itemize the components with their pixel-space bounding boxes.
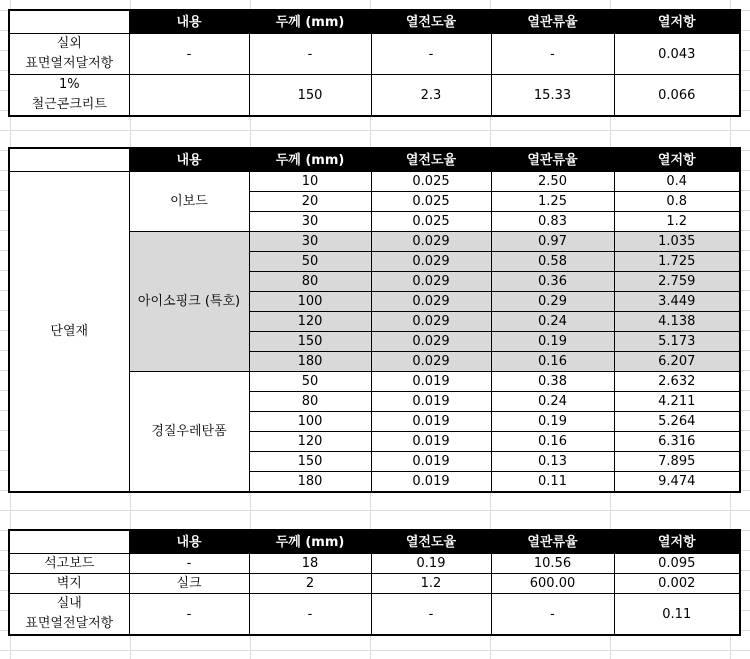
cell-thickness: 150 bbox=[249, 332, 371, 352]
cell-transmittance: 2.50 bbox=[491, 172, 614, 192]
header-conductivity: 열전도율 bbox=[371, 148, 491, 172]
cell-transmittance: 0.24 bbox=[491, 392, 614, 412]
cell-resistance: 6.316 bbox=[614, 432, 740, 452]
cell-transmittance: 0.16 bbox=[491, 432, 614, 452]
cell-transmittance: 10.56 bbox=[491, 554, 614, 574]
cell-thickness: 120 bbox=[249, 312, 371, 332]
table-row bbox=[9, 574, 740, 594]
cell-resistance: 4.138 bbox=[614, 312, 740, 332]
cell-conductivity: 0.019 bbox=[371, 392, 491, 412]
header-resistance: 열저항 bbox=[614, 530, 740, 554]
cell-conductivity: 0.019 bbox=[371, 472, 491, 493]
table-header bbox=[9, 530, 740, 554]
cell-thickness: 80 bbox=[249, 272, 371, 292]
cell-thickness: 30 bbox=[249, 232, 371, 252]
header-conductivity: 열전도율 bbox=[371, 10, 491, 34]
row-name-line2: 철근콘크리트 bbox=[31, 97, 107, 112]
group-label: 단열재 bbox=[9, 172, 129, 493]
cell-resistance: 0.095 bbox=[614, 554, 740, 574]
row-name bbox=[9, 594, 129, 636]
cell-content: - bbox=[129, 554, 249, 574]
cell-resistance: 0.4 bbox=[614, 172, 740, 192]
table-row bbox=[9, 75, 740, 117]
header-content: 내용 bbox=[129, 530, 249, 554]
header-transmittance: 열관류율 bbox=[491, 148, 614, 172]
cell-thickness: 10 bbox=[249, 172, 371, 192]
cell-conductivity: 0.19 bbox=[371, 554, 491, 574]
cell-resistance: 5.264 bbox=[614, 412, 740, 432]
cell-thickness: 100 bbox=[249, 292, 371, 312]
cell-thickness: 20 bbox=[249, 192, 371, 212]
table-row bbox=[9, 594, 740, 636]
cell-transmittance: 0.97 bbox=[491, 232, 614, 252]
cell-thickness: 18 bbox=[249, 554, 371, 574]
header-thickness: 두께 (mm) bbox=[249, 10, 371, 34]
table-header bbox=[9, 148, 740, 172]
cell-resistance: 0.8 bbox=[614, 192, 740, 212]
row-name bbox=[9, 75, 129, 117]
cell-transmittance: 15.33 bbox=[491, 75, 614, 117]
cell-resistance: 1.725 bbox=[614, 252, 740, 272]
table-exterior bbox=[8, 9, 741, 117]
cell-content bbox=[129, 75, 249, 117]
cell-transmittance: 600.00 bbox=[491, 574, 614, 594]
cell-conductivity: 0.029 bbox=[371, 312, 491, 332]
header-resistance: 열저항 bbox=[614, 10, 740, 34]
cell-thickness: - bbox=[249, 34, 371, 75]
header-blank bbox=[9, 148, 129, 172]
cell-transmittance: 0.83 bbox=[491, 212, 614, 232]
cell-conductivity: 0.029 bbox=[371, 232, 491, 252]
cell-transmittance: - bbox=[491, 594, 614, 636]
cell-thickness: - bbox=[249, 594, 371, 636]
header-content: 내용 bbox=[129, 10, 249, 34]
cell-resistance: 0.066 bbox=[614, 75, 740, 117]
cell-conductivity: 0.029 bbox=[371, 352, 491, 372]
row-name-line2: 표면열전달저항 bbox=[25, 616, 114, 631]
table-header bbox=[9, 10, 740, 34]
cell-resistance: 1.2 bbox=[614, 212, 740, 232]
cell-transmittance: 0.38 bbox=[491, 372, 614, 392]
cell-conductivity: 1.2 bbox=[371, 574, 491, 594]
header-content: 내용 bbox=[129, 148, 249, 172]
cell-transmittance: 0.36 bbox=[491, 272, 614, 292]
cell-conductivity: 0.029 bbox=[371, 292, 491, 312]
row-name: 벽지 bbox=[9, 574, 129, 594]
cell-resistance: 1.035 bbox=[614, 232, 740, 252]
cell-conductivity: 0.029 bbox=[371, 332, 491, 352]
cell-conductivity: 2.3 bbox=[371, 75, 491, 117]
cell-conductivity: 0.025 bbox=[371, 172, 491, 192]
table-row bbox=[9, 172, 740, 192]
cell-transmittance: 0.58 bbox=[491, 252, 614, 272]
header-blank bbox=[9, 530, 129, 554]
cell-content: 실크 bbox=[129, 574, 249, 594]
cell-transmittance: 0.19 bbox=[491, 332, 614, 352]
header-thickness: 두께 (mm) bbox=[249, 148, 371, 172]
cell-resistance: 2.632 bbox=[614, 372, 740, 392]
cell-thickness: 2 bbox=[249, 574, 371, 594]
table-insulation bbox=[8, 147, 741, 493]
cell-transmittance: 1.25 bbox=[491, 192, 614, 212]
cell-thickness: 180 bbox=[249, 352, 371, 372]
cell-resistance: 3.449 bbox=[614, 292, 740, 312]
cell-thickness: 30 bbox=[249, 212, 371, 232]
cell-resistance: 4.211 bbox=[614, 392, 740, 412]
insulation-body bbox=[9, 172, 740, 493]
cell-thickness: 100 bbox=[249, 412, 371, 432]
row-name bbox=[9, 34, 129, 75]
row-name-line1: 실외 bbox=[56, 36, 82, 51]
cell-transmittance: 0.16 bbox=[491, 352, 614, 372]
cell-transmittance: 0.13 bbox=[491, 452, 614, 472]
row-name: 석고보드 bbox=[9, 554, 129, 574]
cell-resistance: 5.173 bbox=[614, 332, 740, 352]
header-blank bbox=[9, 10, 129, 34]
header-resistance: 열저항 bbox=[614, 148, 740, 172]
cell-thickness: 80 bbox=[249, 392, 371, 412]
cell-resistance: 0.002 bbox=[614, 574, 740, 594]
cell-transmittance: 0.24 bbox=[491, 312, 614, 332]
cell-thickness: 50 bbox=[249, 372, 371, 392]
cell-transmittance: 0.19 bbox=[491, 412, 614, 432]
cell-transmittance: - bbox=[491, 34, 614, 75]
row-name-line1: 1% bbox=[58, 77, 80, 92]
material-label: 경질우레탄폼 bbox=[129, 372, 249, 493]
header-transmittance: 열관류율 bbox=[491, 530, 614, 554]
cell-resistance: 6.207 bbox=[614, 352, 740, 372]
cell-thickness: 120 bbox=[249, 432, 371, 452]
cell-transmittance: 0.11 bbox=[491, 472, 614, 493]
cell-thickness: 150 bbox=[249, 75, 371, 117]
cell-conductivity: 0.019 bbox=[371, 372, 491, 392]
cell-thickness: 50 bbox=[249, 252, 371, 272]
cell-conductivity: 0.029 bbox=[371, 252, 491, 272]
table-row bbox=[9, 34, 740, 75]
cell-content: - bbox=[129, 34, 249, 75]
cell-conductivity: 0.025 bbox=[371, 192, 491, 212]
cell-thickness: 150 bbox=[249, 452, 371, 472]
table-row bbox=[9, 554, 740, 574]
cell-resistance: 0.11 bbox=[614, 594, 740, 636]
cell-resistance: 9.474 bbox=[614, 472, 740, 493]
cell-transmittance: 0.29 bbox=[491, 292, 614, 312]
cell-content: - bbox=[129, 594, 249, 636]
row-name-line2: 표면열저달저항 bbox=[25, 56, 114, 71]
material-label: 아이소핑크 (특호) bbox=[129, 232, 249, 372]
cell-thickness: 180 bbox=[249, 472, 371, 493]
cell-conductivity: 0.019 bbox=[371, 452, 491, 472]
material-label: 이보드 bbox=[129, 172, 249, 232]
cell-resistance: 0.043 bbox=[614, 34, 740, 75]
header-transmittance: 열관류율 bbox=[491, 10, 614, 34]
row-name-line1: 실내 bbox=[56, 596, 82, 611]
header-conductivity: 열전도율 bbox=[371, 530, 491, 554]
cell-conductivity: 0.029 bbox=[371, 272, 491, 292]
cell-conductivity: 0.025 bbox=[371, 212, 491, 232]
cell-conductivity: 0.019 bbox=[371, 432, 491, 452]
cell-conductivity: - bbox=[371, 594, 491, 636]
cell-conductivity: 0.019 bbox=[371, 412, 491, 432]
cell-conductivity: - bbox=[371, 34, 491, 75]
header-thickness: 두께 (mm) bbox=[249, 530, 371, 554]
table-interior bbox=[8, 529, 741, 636]
cell-resistance: 2.759 bbox=[614, 272, 740, 292]
cell-resistance: 7.895 bbox=[614, 452, 740, 472]
